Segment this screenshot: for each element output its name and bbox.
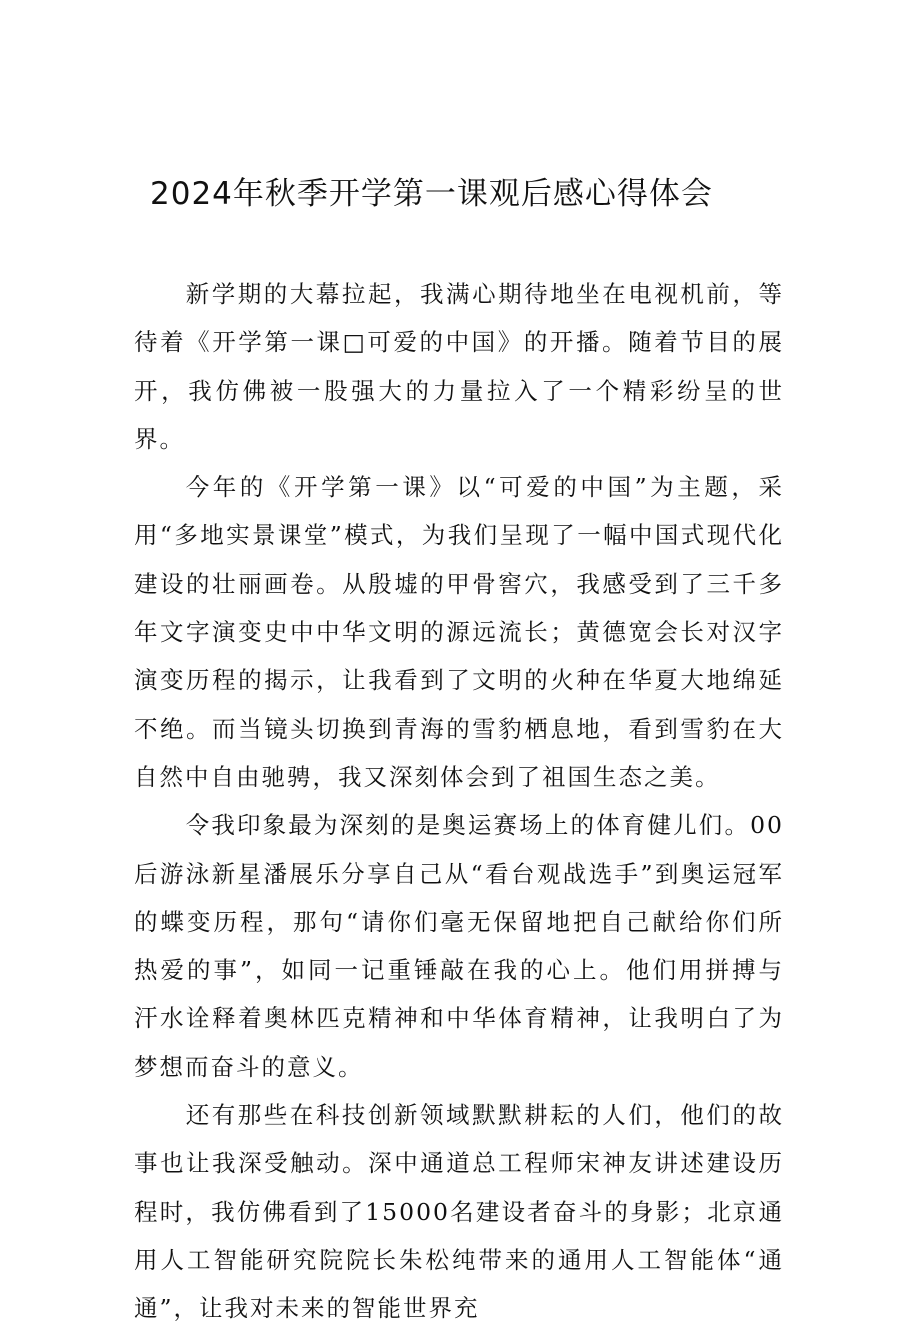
paragraph: 还有那些在科技创新领域默默耕耘的人们，他们的故事也让我深受触动。深中通道总工程师宋神友讲述建设历程时，我仿佛看到了15000名建设者奋斗的身影；北京通用人工智能研究院院长朱松纯带来的通用人工智能体“通通”，让我对未来的智能世界充 bbox=[134, 1101, 784, 1323]
paragraph: 令我印象最为深刻的是奥运赛场上的体育健儿们。00后游泳新星潘展乐分享自己从“看台观战选手”到奥运冠军的蝶变历程，那句“请你们毫无保留地把自己献给你们所热爱的事”，如同一记重锤敲在我的心上。他们用拼搏与汗水诠释着奥林匹克精神和中华体育精神，让我明白了为梦想而奋斗的意义。 bbox=[134, 811, 784, 1081]
document-title: 2024年秋季开学第一课观后感心得体会 bbox=[150, 176, 713, 212]
paragraph: 今年的《开学第一课》以“可爱的中国”为主题，采用“多地实景课堂”模式，为我们呈现了一幅中国式现代化建设的壮丽画卷。从殷墟的甲骨窖穴，我感受到了三千多年文字演变史中中华文明的源远流长；黄德宽会长对汉字演变历程的揭示，让我看到了文明的火种在华夏大地绵延不绝。而当镜头切换到青海的雪豹栖息地，看到雪豹在大自然中自由驰骋，我又深刻体会到了祖国生态之美。 bbox=[134, 473, 784, 791]
document-body bbox=[134, 270, 784, 1333]
paragraph: 新学期的大幕拉起，我满心期待地坐在电视机前，等待着《开学第一课□可爱的中国》的开播。随着节目的展开，我仿佛被一股强大的力量拉入了一个精彩纷呈的世界。 bbox=[134, 280, 784, 453]
